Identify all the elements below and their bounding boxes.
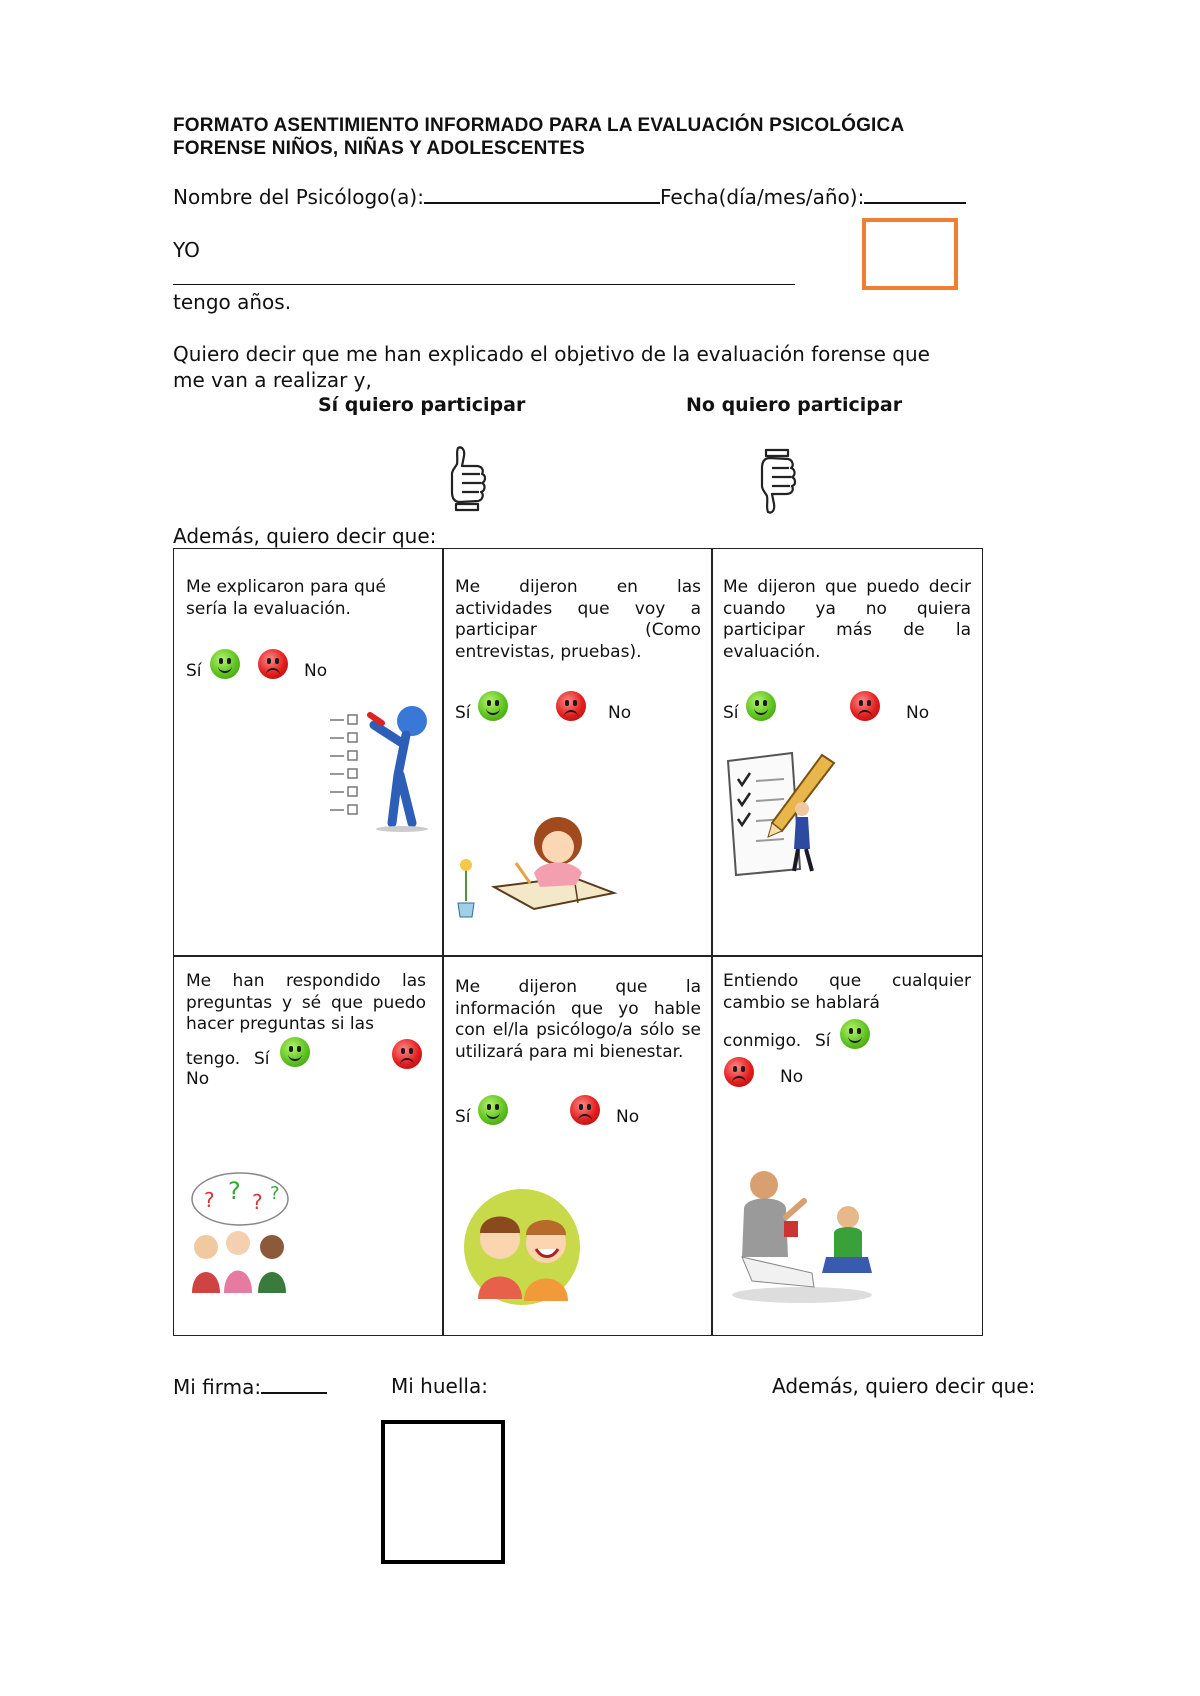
sad-face-icon[interactable]: [556, 691, 586, 721]
happy-face-icon[interactable]: [478, 691, 508, 721]
cell-2-no-label: No: [608, 703, 632, 723]
happy-face-icon[interactable]: [210, 649, 240, 679]
fingerprint-box[interactable]: [381, 1420, 505, 1564]
pencil-checklist-illustration: [722, 749, 842, 879]
cell-4-text2: tengo.: [186, 1049, 241, 1069]
sad-face-icon[interactable]: [570, 1095, 600, 1125]
thumbs-up-icon[interactable]: [446, 444, 490, 512]
svg-text:?: ?: [252, 1190, 263, 1214]
title-line-1: FORMATO ASENTIMIENTO INFORMADO PARA LA EVALUACIÓN PSICOLÓGICA: [173, 115, 905, 136]
cell-3-no-label: No: [906, 703, 930, 723]
signature-field[interactable]: [261, 1374, 327, 1394]
cell-1-no-label: No: [304, 661, 328, 681]
cell-2-text: Me dijeron en las actividades que voy a participar (Como entrevistas, pruebas).: [455, 577, 701, 662]
name-field[interactable]: [173, 284, 795, 285]
cell-5-yes-label: Sí: [455, 1107, 471, 1127]
no-participate-label[interactable]: No quiero participar: [686, 394, 903, 416]
thumbs-down-icon[interactable]: [756, 448, 800, 516]
age-box[interactable]: [862, 218, 958, 290]
intro-line-1: Quiero decir que me han explicado el objetivo de la evaluación forense que: [173, 342, 930, 366]
kids-whispering-illustration: [456, 1189, 588, 1307]
fingerprint-label: Mi huella:: [391, 1374, 488, 1398]
cell-5-text: Me dijeron que la información que yo hable con el/la psicólogo/a sólo se utilizará para mi bienestar.: [455, 977, 701, 1062]
happy-face-icon[interactable]: [746, 691, 776, 721]
adult-child-talking-illustration: [722, 1161, 882, 1305]
cell-1-text: Me explicaron para qué sería la evaluación.: [186, 577, 386, 619]
grid-divider: [442, 549, 444, 1335]
person-checklist-illustration: [326, 705, 436, 845]
consent-grid: [173, 548, 983, 1336]
sad-face-icon[interactable]: [724, 1057, 754, 1087]
date-field[interactable]: [864, 184, 966, 204]
cell-6-yes-label: Sí: [815, 1031, 831, 1051]
psychologist-label: Nombre del Psicólogo(a):: [173, 185, 424, 209]
svg-text:?: ?: [204, 1188, 215, 1212]
signature-label: Mi firma:: [173, 1375, 262, 1399]
cell-5-no-label: No: [616, 1107, 640, 1127]
cell-4-no-label: No: [186, 1069, 210, 1089]
sad-face-icon[interactable]: [392, 1039, 422, 1069]
cell-4-text: Me han respondido las preguntas y sé que puedo hacer preguntas si las: [186, 971, 426, 1034]
sad-face-icon[interactable]: [258, 649, 288, 679]
grid-divider: [711, 549, 713, 1335]
cell-4-yes-label: Sí: [254, 1049, 270, 1069]
footer-ademas-label: Además, quiero decir que:: [772, 1374, 1036, 1398]
cell-1-yes-label: Sí: [186, 661, 202, 681]
cell-6-text2: conmigo.: [723, 1031, 802, 1051]
svg-text:?: ?: [270, 1183, 280, 1204]
age-label: tengo años.: [173, 290, 292, 314]
cell-6-no-label: No: [780, 1067, 804, 1087]
sad-face-icon[interactable]: [850, 691, 880, 721]
cell-3-text: Me dijeron que puedo decir cuando ya no quiera participar más de la evaluación.: [723, 577, 971, 662]
yes-participate-label[interactable]: Sí quiero participar: [318, 394, 526, 416]
intro-line-2: me van a realizar y,: [173, 368, 372, 392]
kids-questions-illustration: [184, 1169, 304, 1299]
signature-row: [173, 1374, 327, 1399]
document-title: [173, 114, 993, 160]
cell-6-text: Entiendo que cualquier cambio se hablará: [723, 971, 971, 1013]
girl-writing-illustration: [454, 813, 624, 923]
happy-face-icon[interactable]: [840, 1019, 870, 1049]
svg-text:?: ?: [228, 1177, 241, 1205]
cell-2-yes-label: Sí: [455, 703, 471, 723]
psychologist-row: [173, 184, 966, 209]
title-line-2: FORENSE NIÑOS, NIÑAS Y ADOLESCENTES: [173, 138, 586, 159]
date-label: Fecha(día/mes/año):: [659, 185, 865, 209]
happy-face-icon[interactable]: [280, 1037, 310, 1067]
yo-label: YO: [173, 238, 200, 262]
ademas-label: Además, quiero decir que:: [173, 524, 437, 548]
psychologist-field[interactable]: [424, 184, 660, 204]
happy-face-icon[interactable]: [478, 1095, 508, 1125]
grid-divider: [174, 955, 982, 957]
cell-3-yes-label: Sí: [723, 703, 739, 723]
